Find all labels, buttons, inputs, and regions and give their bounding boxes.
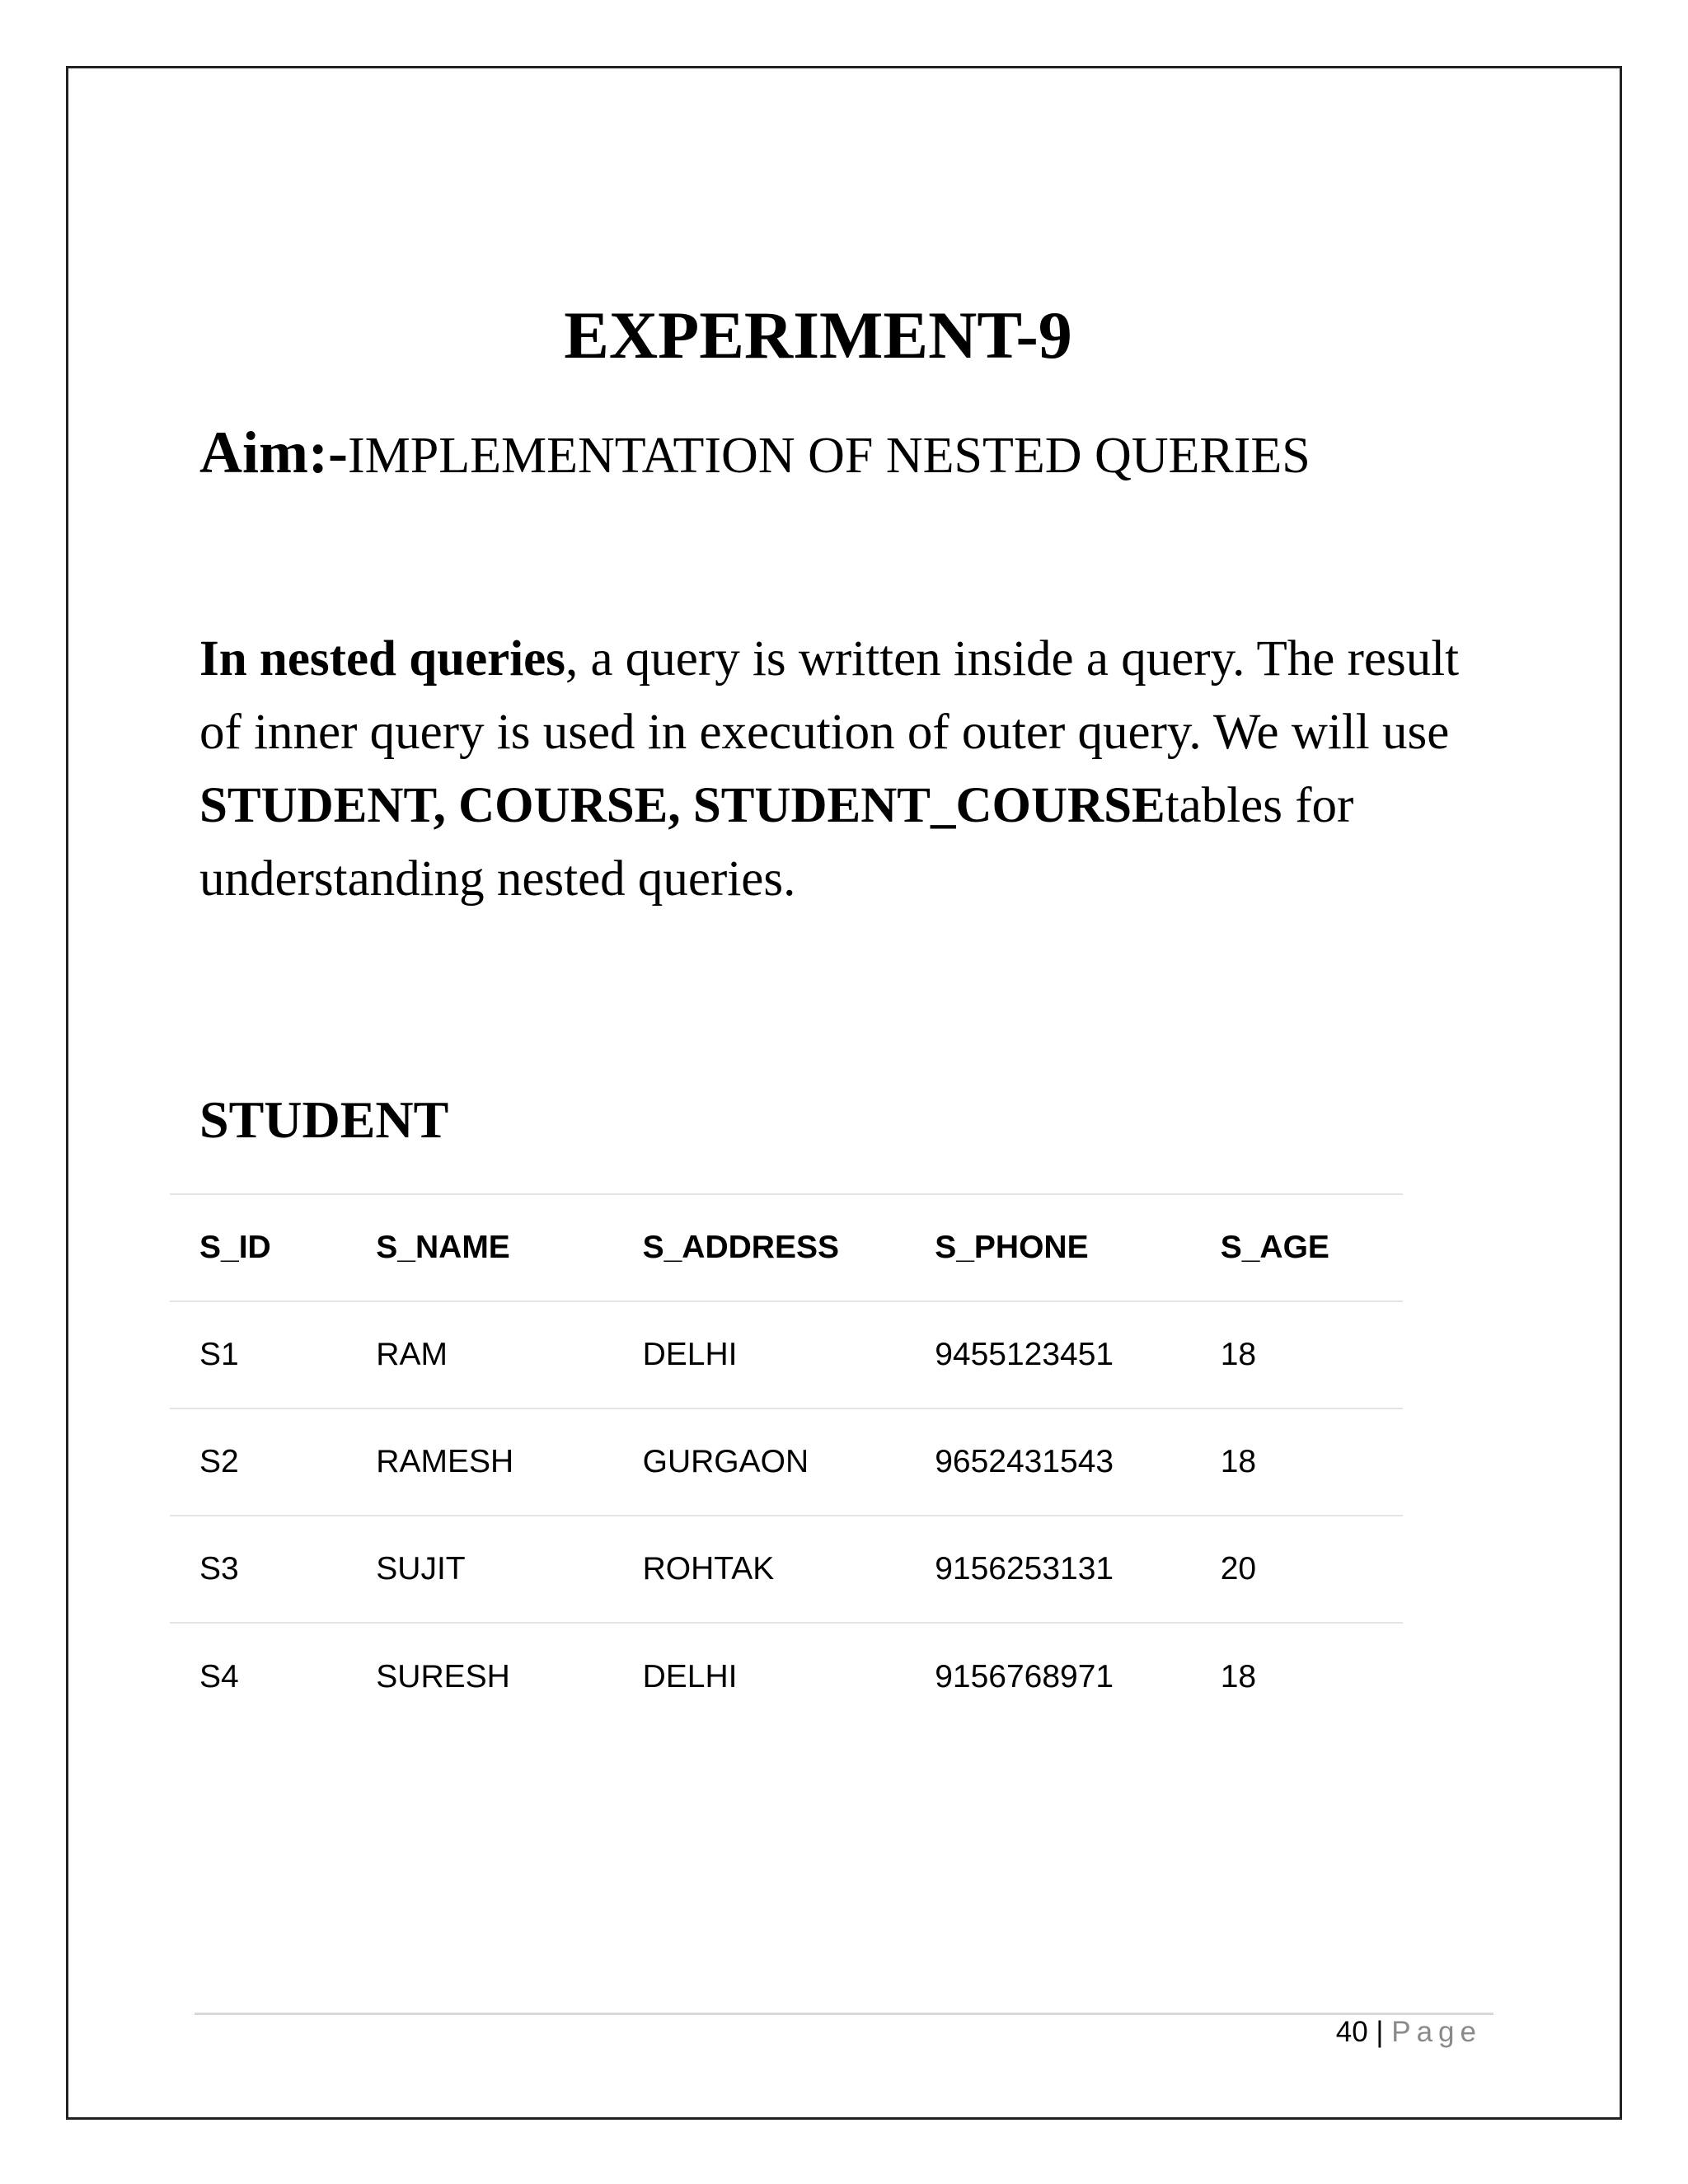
table-cell: 18 [1220,1337,1257,1372]
table-cell: 20 [1220,1551,1257,1586]
intro-bold-tables: STUDENT, COURSE, STUDENT_COURSE [199,778,1165,833]
table-cell: 9455123451 [935,1337,1114,1372]
table-cell: 18 [1220,1444,1257,1479]
page-word: Page [1391,2016,1482,2048]
header-cell: S_AGE [1220,1230,1329,1265]
table-cell: S3 [199,1551,239,1586]
student-table [170,1193,1403,1730]
table-cell: 9156253131 [935,1551,1114,1586]
table-cell: 18 [1220,1658,1257,1694]
table-cell: ROHTAK [642,1551,775,1586]
table-row [170,1301,1403,1408]
table-cell: DELHI [642,1658,738,1694]
intro-text-2: tables for understanding nested queries. [199,778,1354,907]
table-row [170,1623,1403,1730]
intro-paragraph [199,622,1485,916]
aim-text: IMPLEMENTATION OF NESTED QUERIES [347,428,1311,484]
table-header-row [170,1194,1403,1301]
table-cell: S2 [199,1444,239,1479]
table-cell: SUJIT [376,1551,466,1586]
table-cell: GURGAON [642,1444,809,1479]
section-heading-student: STUDENT [199,1090,449,1149]
table-cell: S4 [199,1658,239,1694]
page-separator: | [1376,2016,1384,2048]
table-cell: DELHI [642,1337,738,1372]
table-row [170,1516,1403,1623]
table-row [170,1408,1403,1516]
page-number: 40 [1335,2016,1368,2048]
table-cell: 9156768971 [935,1658,1114,1694]
table-cell: S1 [199,1337,239,1372]
intro-bold-lead: In nested queries [199,631,565,687]
aim-line [199,419,1311,487]
header-cell: S_ID [199,1230,271,1265]
header-cell: S_PHONE [935,1230,1089,1265]
footer-rule [195,2013,1493,2015]
table-cell: SURESH [376,1658,510,1694]
table-cell: 9652431543 [935,1444,1114,1479]
header-cell: S_ADDRESS [642,1230,840,1265]
header-cell: S_NAME [376,1230,510,1265]
experiment-title: EXPERIMENT-9 [564,298,1072,373]
table-cell: RAM [376,1337,448,1372]
table-cell: RAMESH [376,1444,514,1479]
page-footer [1336,2016,1482,2049]
intro-text-1: , a query is written inside a query. The result of inner query is used in execution of outer query. We will use [199,631,1460,760]
aim-label: Aim:- [199,419,348,485]
